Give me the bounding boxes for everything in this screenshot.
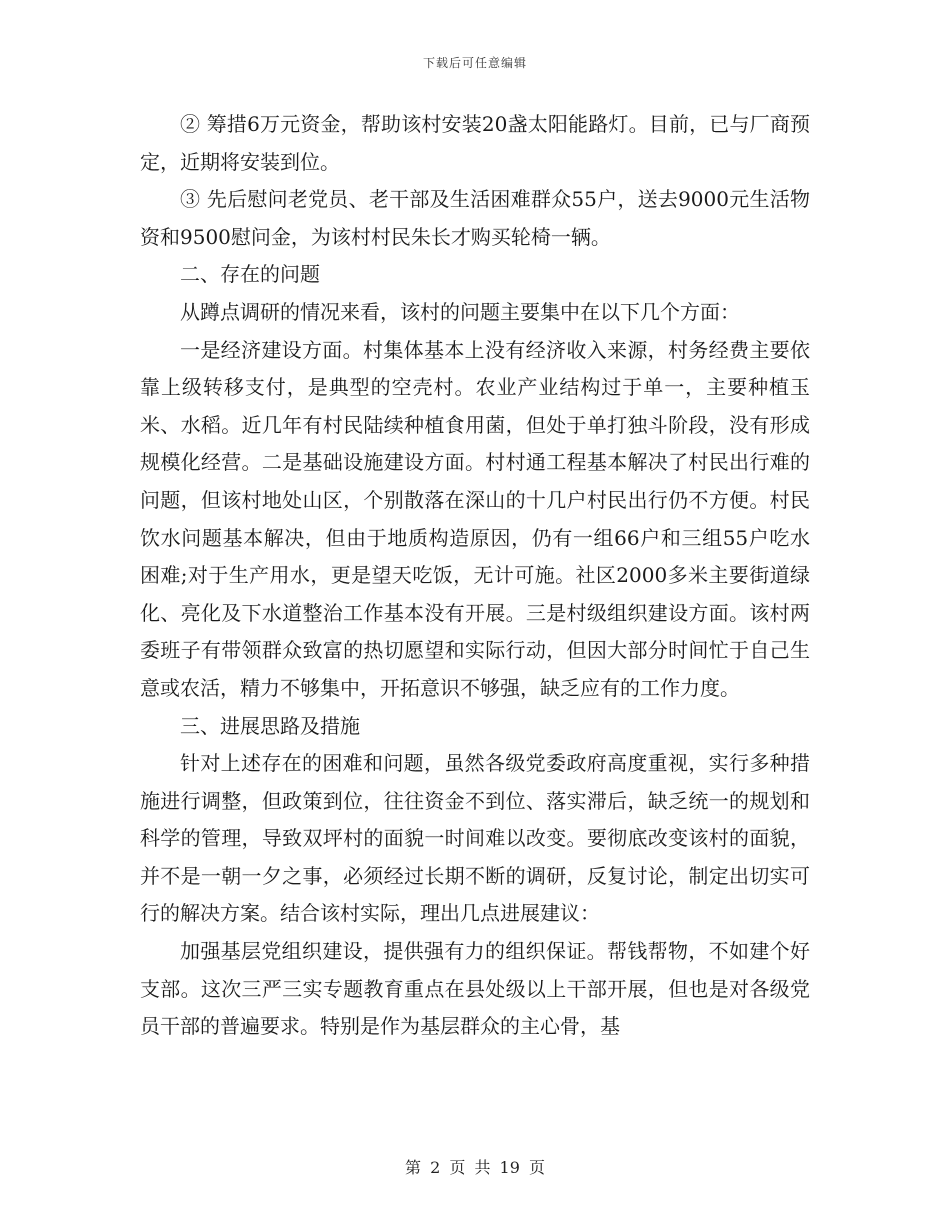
paragraph-intro: 从蹲点调研的情况来看，该村的问题主要集中在以下几个方面： <box>180 299 740 324</box>
paragraph-party-building: 加强基层党组织建设，提供强有力的组织保证。帮钱帮物，不如建个好支部。这次三严三实专题教育重点在县处级以上干部开展，但也是对各级党员干部的普遍要求。特别是作为基层群众的主心骨，基 <box>140 939 810 1039</box>
section-heading-problems: 二、存在的问题 <box>180 262 320 287</box>
paragraph-item-3: ③ 先后慰问老党员、老干部及生活困难群众55户，送去9000元生活物资和9500慰问金，为该村村民朱长才购买轮椅一辆。 <box>140 187 810 249</box>
page-header-note: 下载后可任意编辑 <box>422 56 527 70</box>
paragraph-measures-intro: 针对上述存在的困难和问题，虽然各级党委政府高度重视，实行多种措施进行调整，但政策到位，往往资金不到位、落实滞后，缺乏统一的规划和科学的管理，导致双坪村的面貌一时间难以改变。要彻底改变该村的面貌，并不是一朝一夕之事，必须经过长期不断的调研，反复讨论，制定出切实可行的解决方案。结合该村实际，理出几点进展建议： <box>140 751 810 926</box>
page-number: 第 2 页 共 19 页 <box>405 1158 545 1177</box>
paragraph-item-2: ② 筹措6万元资金，帮助该村安装20盏太阳能路灯。目前，已与厂商预定，近期将安装到位。 <box>140 112 810 174</box>
document-body <box>140 106 810 1046</box>
paragraph-problems-detail: 一是经济建设方面。村集体基本上没有经济收入来源，村务经费主要依靠上级转移支付，是典型的空壳村。农业产业结构过于单一，主要种植玉米、水稻。近几年有村民陆续种植食用菌，但处于单打独斗阶段，没有形成规模化经营。二是基础设施建设方面。村村通工程基本解决了村民出行难的问题，但该村地处山区，个别散落在深山的十几户村民出行仍不方便。村民饮水问题基本解决，但由于地质构造原因，仍有一组66户和三组55户吃水困难;对于生产用水，更是望天吃饭，无计可施。社区2000多米主要街道绿化、亮化及下水道整治工作基本没有开展。三是村级组织建设方面。该村两委班子有带领群众致富的热切愿望和实际行动，但因大部分时间忙于自己生意或农活，精力不够集中，开拓意识不够强，缺乏应有的工作力度。 <box>140 337 810 700</box>
section-heading-measures: 三、进展思路及措施 <box>180 713 360 738</box>
